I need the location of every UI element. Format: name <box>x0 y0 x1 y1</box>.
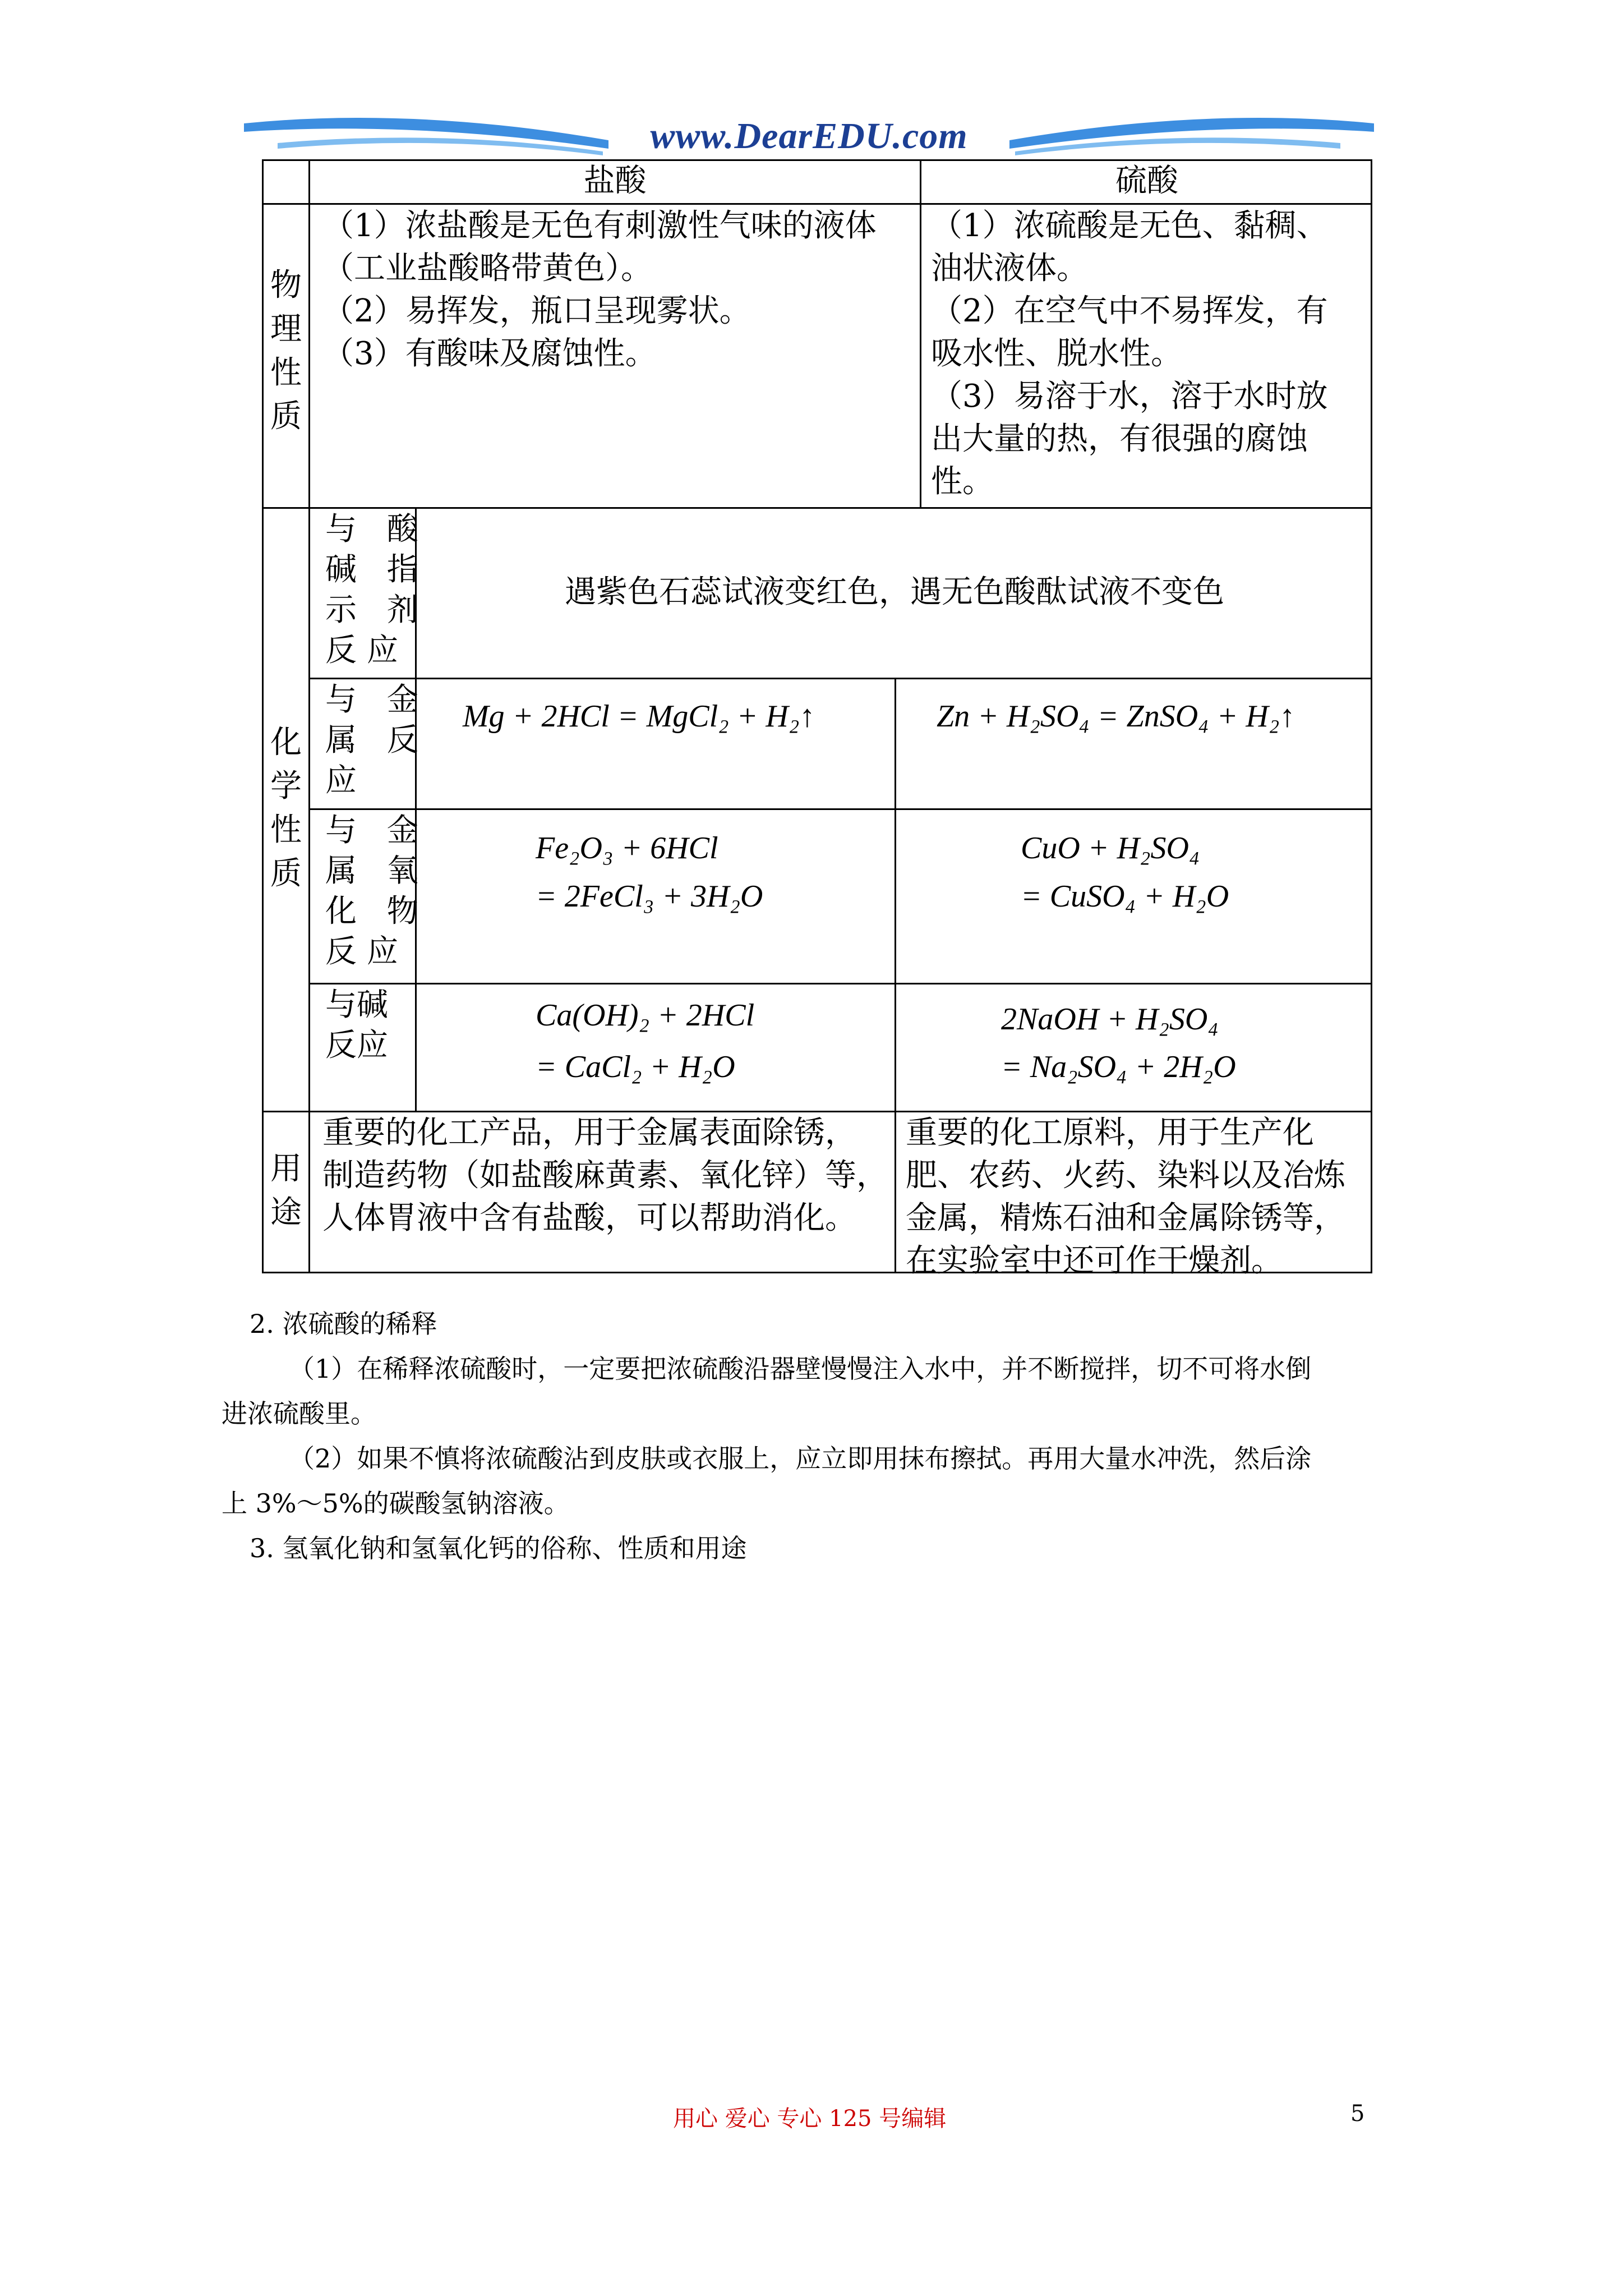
oxide-reaction-h2so4-line1: CuO + H₂SO₄ <box>1021 831 1200 866</box>
base-reaction-h2so4-line1: 2NaOH + H₂SO₄ <box>1001 1002 1219 1037</box>
physical-hcl-text: （1）浓盐酸是无色有刺激性气味的液体 （工业盐酸略带黄色）。 （2）易挥发，瓶口呈现雾状。 （3）有酸味及腐蚀性。 <box>322 208 877 372</box>
base-reaction-hcl-line1: Ca(OH)₂ + 2HCl <box>536 998 755 1033</box>
physical-h2so4-text: （1）浓硫酸是无色、黏稠、 油状液体。 （2）在空气中不易挥发，有 吸水性、脱水性。 （3）易溶于水，溶于水时放 出大量的热，有很强的腐蚀 性。 <box>931 208 1328 500</box>
metal-reaction-h2so4-equation: Zn + H₂SO₄ = ZnSO₄ + H₂↑ <box>937 699 1295 734</box>
uses-hcl-text: 重要的化工产品，用于金属表面除锈， 制造药物（如盐酸麻黄素、氧化锌）等， 人体胃液中含有盐酸，可以帮助消化。 <box>322 1115 888 1236</box>
section-heading-hydroxides: 3. 氢氧化钠和氢氧化钙的俗称、性质和用途 <box>250 1533 747 1563</box>
oxide-reaction-label: 与 金 属 氧 化 物 反应 <box>325 812 428 970</box>
oxide-reaction-hcl-line1: Fe₂O₃ + 6HCl <box>536 831 718 866</box>
indicator-reaction-label: 与 酸 碱 指 示 剂 反应 <box>325 511 428 669</box>
page-number: 5 <box>1350 2101 1365 2127</box>
indicator-reaction-text: 遇紫色石蕊试液变红色，遇无色酸酞试液不变色 <box>565 574 1224 610</box>
metal-reaction-hcl-equation: Mg + 2HCl = MgCl₂ + H₂↑ <box>463 699 815 734</box>
site-banner <box>244 109 1374 165</box>
base-reaction-label: 与碱 反应 <box>325 987 388 1064</box>
oxide-reaction-h2so4-line2: = CuSO₄ + H₂O <box>1021 879 1229 914</box>
row-label-physical: 物 理 性 质 <box>270 267 302 435</box>
base-reaction-hcl-line2: = CaCl₂ + H₂O <box>536 1050 735 1084</box>
base-reaction-h2so4-line2: = Na₂SO₄ + 2H₂O <box>1001 1050 1236 1084</box>
uses-h2so4-text: 重要的化工原料，用于生产化 肥、农药、火药、染料以及冶炼 金属，精炼石油和金属除锈等， 在实验室中还可作干燥剂。 <box>906 1115 1345 1279</box>
oxide-reaction-hcl-line2: = 2FeCl₃ + 3H₂O <box>536 879 763 914</box>
row-label-uses: 用 途 <box>270 1151 302 1231</box>
column-header-h2so4: 硫酸 <box>1115 163 1178 199</box>
metal-reaction-label: 与 金 属 反 应 <box>325 682 428 799</box>
site-url: www.DearEDU.com <box>650 116 968 157</box>
paragraph-dilution-2: （2）如果不慎将浓硫酸沾到皮肤或衣服上，应立即用抹布擦拭。再用大量水冲洗，然后涂 上 3%～5%的碳酸氢钠溶液。 <box>222 1443 1312 1519</box>
row-label-chemical: 化 学 性 质 <box>270 724 302 892</box>
footer-slogan: 用心 爱心 专心 125 号编辑 <box>673 2106 947 2132</box>
paragraph-dilution-1: （1）在稀释浓硫酸时，一定要把浓硫酸沿器壁慢慢注入水中，并不断搅拌，切不可将水倒 进浓硫酸里。 <box>222 1354 1312 1429</box>
column-header-hcl: 盐酸 <box>583 163 647 199</box>
section-heading-dilution: 2. 浓硫酸的稀释 <box>250 1309 437 1339</box>
